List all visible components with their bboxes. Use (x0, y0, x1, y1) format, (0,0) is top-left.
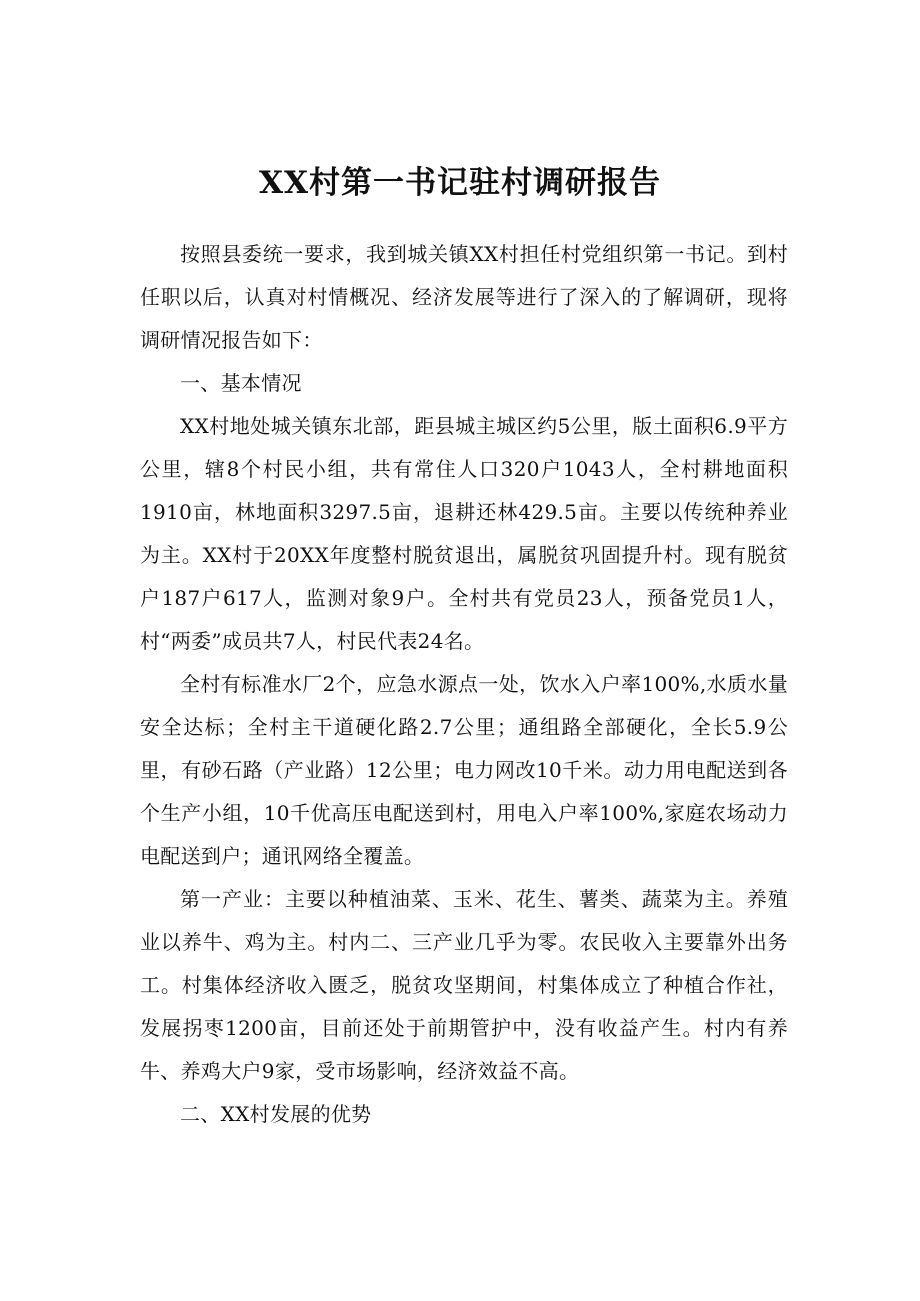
paragraph-primary-industry: 第一产业：主要以种植油菜、玉米、花生、薯类、蔬菜为主。养殖业以养牛、鸡为主。村内二、三产业几乎为零。农民收入主要靠外出务工。村集体经济收入匮乏，脱贫攻坚期间，村集体成立了种植合作社，发展拐枣1200亩，目前还处于前期管护中，没有收益产生。村内有养牛、养鸡大户9家，受市场影响，经济效益不高。 (140, 887, 788, 1083)
document-title: XX村第一书记驻村调研报告 (258, 164, 662, 201)
intro-paragraph: 按照县委统一要求，我到城关镇XX村担任村党组织第一书记。到村任职以后，认真对村情概况、经济发展等进行了深入的了解调研，现将调研情况报告如下： (140, 242, 788, 352)
document-body (140, 233, 788, 1136)
section-heading-advantages: 二、XX村发展的优势 (180, 1102, 372, 1126)
section-heading-basic-situation: 一、基本情况 (180, 371, 302, 395)
paragraph-village-overview: XX村地处城关镇东北部，距县城主城区约5公里，版土面积6.9平方公里，辖8个村民小组，共有常住人口320户1043人，全村耕地面积1910亩，林地面积3297.5亩，退耕还林429.5亩。主要以传统种养业为主。XX村于20XX年度整村脱贫退出，属脱贫巩固提升村。现有脱贫户187户617人，监测对象9户。全村共有党员23人，预备党员1人，村“两委”成员共7人，村民代表24名。 (140, 414, 788, 653)
paragraph-infrastructure: 全村有标准水厂2个，应急水源点一处，饮水入户率100%,水质水量安全达标；全村主干道硬化路2.7公里；通组路全部硬化，全长5.9公里，有砂石路（产业路）12公里；电力网改10千米。动力用电配送到各个生产小组，10千优高压电配送到村，用电入户率100%,家庭农场动力电配送到户；通讯网络全覆盖。 (140, 672, 788, 868)
